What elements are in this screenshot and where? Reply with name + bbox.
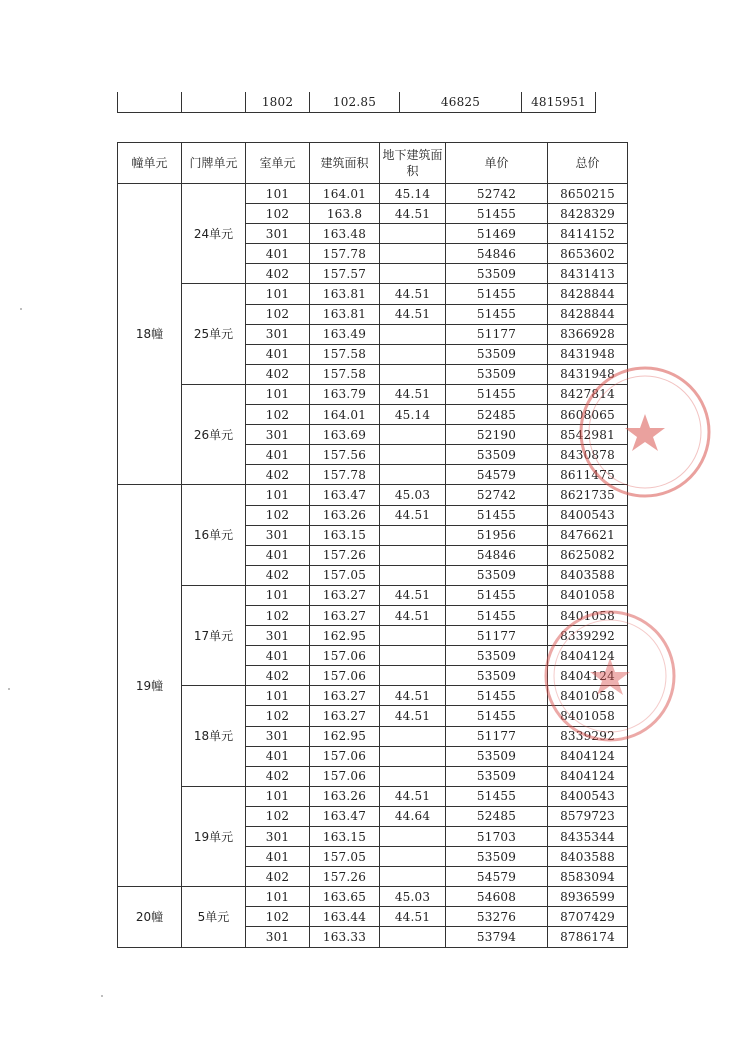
unit-price-cell: 51455 bbox=[446, 686, 548, 706]
area-cell: 157.05 bbox=[310, 847, 380, 867]
total-price-cell: 8401058 bbox=[548, 706, 628, 726]
total-price-cell: 4815951 bbox=[522, 92, 596, 113]
area-cell: 162.95 bbox=[310, 726, 380, 746]
unit-price-cell: 54846 bbox=[446, 244, 548, 264]
table-row bbox=[118, 92, 596, 113]
area-cell: 163.26 bbox=[310, 786, 380, 806]
unit-price-cell: 51455 bbox=[446, 706, 548, 726]
room-cell: 401 bbox=[246, 746, 310, 766]
unit-price-cell: 52742 bbox=[446, 485, 548, 505]
room-cell: 102 bbox=[246, 907, 310, 927]
area-cell: 157.57 bbox=[310, 264, 380, 284]
unit-price-cell: 51455 bbox=[446, 786, 548, 806]
total-price-cell: 8476621 bbox=[548, 525, 628, 545]
area-cell: 157.26 bbox=[310, 545, 380, 565]
total-price-cell: 8707429 bbox=[548, 907, 628, 927]
underground-area-cell bbox=[380, 324, 446, 344]
underground-area-cell bbox=[380, 364, 446, 384]
table-body bbox=[118, 184, 628, 948]
unit-price-cell: 51455 bbox=[446, 585, 548, 605]
unit-price-cell: 54846 bbox=[446, 545, 548, 565]
underground-area-cell: 44.51 bbox=[380, 786, 446, 806]
header-unit-price: 单价 bbox=[446, 143, 548, 184]
underground-area-cell bbox=[380, 545, 446, 565]
total-price-cell: 8427814 bbox=[548, 384, 628, 404]
unit-price-cell: 51177 bbox=[446, 626, 548, 646]
underground-area-cell: 44.64 bbox=[380, 806, 446, 826]
total-price-cell: 8404124 bbox=[548, 766, 628, 786]
area-cell: 157.06 bbox=[310, 646, 380, 666]
unit-price-cell: 53509 bbox=[446, 264, 548, 284]
room-cell: 1802 bbox=[246, 92, 310, 113]
total-price-cell: 8403588 bbox=[548, 565, 628, 585]
underground-area-cell: 44.51 bbox=[380, 304, 446, 324]
unit-price-cell: 53276 bbox=[446, 907, 548, 927]
room-cell: 402 bbox=[246, 766, 310, 786]
total-price-cell: 8339292 bbox=[548, 726, 628, 746]
underground-area-cell: 44.51 bbox=[380, 706, 446, 726]
area-cell: 163.8 bbox=[310, 204, 380, 224]
room-cell: 101 bbox=[246, 686, 310, 706]
unit-price-cell: 51455 bbox=[446, 304, 548, 324]
door-unit-cell: 16单元 bbox=[182, 485, 246, 585]
underground-area-cell: 44.51 bbox=[380, 284, 446, 304]
header-total-price: 总价 bbox=[548, 143, 628, 184]
room-cell: 301 bbox=[246, 324, 310, 344]
underground-area-cell bbox=[380, 847, 446, 867]
table-header-row bbox=[118, 143, 628, 184]
door-unit-cell: 26单元 bbox=[182, 384, 246, 484]
room-cell: 101 bbox=[246, 786, 310, 806]
door-unit-cell bbox=[182, 92, 246, 113]
unit-price-cell: 51956 bbox=[446, 525, 548, 545]
building-cell: 18幢 bbox=[118, 184, 182, 485]
room-cell: 402 bbox=[246, 465, 310, 485]
area-cell: 163.79 bbox=[310, 384, 380, 404]
header-underground-area: 地下建筑面积 bbox=[380, 143, 446, 184]
room-cell: 301 bbox=[246, 224, 310, 244]
header-room: 室单元 bbox=[246, 143, 310, 184]
price-table bbox=[117, 142, 628, 948]
room-cell: 301 bbox=[246, 726, 310, 746]
area-cell: 157.05 bbox=[310, 565, 380, 585]
room-cell: 301 bbox=[246, 425, 310, 445]
unit-price-cell: 52485 bbox=[446, 806, 548, 826]
underground-area-cell bbox=[380, 766, 446, 786]
door-unit-cell: 25单元 bbox=[182, 284, 246, 384]
area-cell: 163.33 bbox=[310, 927, 380, 947]
room-cell: 402 bbox=[246, 565, 310, 585]
total-price-cell: 8403588 bbox=[548, 847, 628, 867]
unit-price-cell: 51177 bbox=[446, 324, 548, 344]
room-cell: 301 bbox=[246, 927, 310, 947]
room-cell: 402 bbox=[246, 867, 310, 887]
total-price-cell: 8404124 bbox=[548, 666, 628, 686]
unit-price-cell: 53794 bbox=[446, 927, 548, 947]
area-cell: 164.01 bbox=[310, 405, 380, 425]
total-price-cell: 8579723 bbox=[548, 806, 628, 826]
previous-page-table-tail bbox=[117, 92, 596, 113]
underground-area-cell bbox=[380, 726, 446, 746]
area-cell: 157.78 bbox=[310, 465, 380, 485]
area-cell: 157.58 bbox=[310, 364, 380, 384]
total-price-cell: 8431948 bbox=[548, 364, 628, 384]
table-row bbox=[118, 887, 628, 907]
unit-price-cell: 51455 bbox=[446, 505, 548, 525]
total-price-cell: 8401058 bbox=[548, 585, 628, 605]
scan-speck bbox=[8, 688, 10, 690]
room-cell: 401 bbox=[246, 847, 310, 867]
area-cell: 163.44 bbox=[310, 907, 380, 927]
unit-price-cell: 53509 bbox=[446, 445, 548, 465]
unit-price-cell: 54608 bbox=[446, 887, 548, 907]
table-row bbox=[118, 284, 628, 304]
unit-price-cell: 51177 bbox=[446, 726, 548, 746]
unit-price-cell: 53509 bbox=[446, 666, 548, 686]
area-cell: 163.65 bbox=[310, 887, 380, 907]
underground-area-cell: 45.14 bbox=[380, 405, 446, 425]
underground-area-cell: 44.51 bbox=[380, 204, 446, 224]
room-cell: 301 bbox=[246, 827, 310, 847]
underground-area-cell bbox=[380, 827, 446, 847]
total-price-cell: 8431413 bbox=[548, 264, 628, 284]
area-cell: 163.47 bbox=[310, 485, 380, 505]
area-cell: 157.26 bbox=[310, 867, 380, 887]
total-price-cell: 8608065 bbox=[548, 405, 628, 425]
underground-area-cell bbox=[380, 525, 446, 545]
underground-area-cell: 44.51 bbox=[380, 384, 446, 404]
total-price-cell: 8414152 bbox=[548, 224, 628, 244]
area-cell: 157.06 bbox=[310, 766, 380, 786]
area-cell: 163.81 bbox=[310, 284, 380, 304]
room-cell: 101 bbox=[246, 887, 310, 907]
total-price-cell: 8936599 bbox=[548, 887, 628, 907]
scan-speck bbox=[20, 308, 22, 310]
door-unit-cell: 18单元 bbox=[182, 686, 246, 786]
room-cell: 401 bbox=[246, 244, 310, 264]
room-cell: 401 bbox=[246, 344, 310, 364]
underground-area-cell: 45.03 bbox=[380, 887, 446, 907]
area-cell: 162.95 bbox=[310, 626, 380, 646]
unit-price-cell: 51455 bbox=[446, 384, 548, 404]
total-price-cell: 8401058 bbox=[548, 686, 628, 706]
unit-price-cell: 52190 bbox=[446, 425, 548, 445]
underground-area-cell: 45.03 bbox=[380, 485, 446, 505]
area-cell: 157.78 bbox=[310, 244, 380, 264]
unit-price-cell: 51455 bbox=[446, 605, 548, 625]
area-cell: 164.01 bbox=[310, 184, 380, 204]
table-row bbox=[118, 686, 628, 706]
area-cell: 163.15 bbox=[310, 525, 380, 545]
total-price-cell: 8428329 bbox=[548, 204, 628, 224]
scan-speck bbox=[101, 995, 103, 997]
area-cell: 163.49 bbox=[310, 324, 380, 344]
total-price-cell: 8583094 bbox=[548, 867, 628, 887]
total-price-cell: 8401058 bbox=[548, 605, 628, 625]
underground-area-cell bbox=[380, 465, 446, 485]
underground-area-cell bbox=[380, 224, 446, 244]
unit-price-cell: 52742 bbox=[446, 184, 548, 204]
total-price-cell: 8650215 bbox=[548, 184, 628, 204]
room-cell: 301 bbox=[246, 525, 310, 545]
room-cell: 101 bbox=[246, 485, 310, 505]
room-cell: 102 bbox=[246, 505, 310, 525]
room-cell: 102 bbox=[246, 605, 310, 625]
door-unit-cell: 17单元 bbox=[182, 585, 246, 685]
total-price-cell: 8404124 bbox=[548, 746, 628, 766]
table-row bbox=[118, 786, 628, 806]
room-cell: 101 bbox=[246, 284, 310, 304]
area-cell: 102.85 bbox=[310, 92, 400, 113]
area-cell: 163.27 bbox=[310, 585, 380, 605]
total-price-cell: 8400543 bbox=[548, 786, 628, 806]
underground-area-cell bbox=[380, 565, 446, 585]
underground-area-cell: 44.51 bbox=[380, 585, 446, 605]
unit-price-cell: 53509 bbox=[446, 847, 548, 867]
building-cell bbox=[118, 92, 182, 113]
area-cell: 157.58 bbox=[310, 344, 380, 364]
total-price-cell: 8542981 bbox=[548, 425, 628, 445]
area-cell: 163.27 bbox=[310, 706, 380, 726]
area-cell: 157.06 bbox=[310, 746, 380, 766]
room-cell: 102 bbox=[246, 706, 310, 726]
underground-area-cell bbox=[380, 445, 446, 465]
area-cell: 163.47 bbox=[310, 806, 380, 826]
total-price-cell: 8621735 bbox=[548, 485, 628, 505]
underground-area-cell bbox=[380, 626, 446, 646]
unit-price-cell: 51703 bbox=[446, 827, 548, 847]
underground-area-cell bbox=[380, 264, 446, 284]
area-cell: 163.15 bbox=[310, 827, 380, 847]
area-cell: 163.27 bbox=[310, 686, 380, 706]
unit-price-cell: 53509 bbox=[446, 766, 548, 786]
total-price-cell: 8366928 bbox=[548, 324, 628, 344]
underground-area-cell: 44.51 bbox=[380, 505, 446, 525]
room-cell: 401 bbox=[246, 646, 310, 666]
unit-price-cell: 53509 bbox=[446, 565, 548, 585]
room-cell: 102 bbox=[246, 204, 310, 224]
room-cell: 301 bbox=[246, 626, 310, 646]
room-cell: 101 bbox=[246, 384, 310, 404]
underground-area-cell bbox=[380, 425, 446, 445]
building-cell: 19幢 bbox=[118, 485, 182, 887]
total-price-cell: 8625082 bbox=[548, 545, 628, 565]
underground-area-cell bbox=[380, 646, 446, 666]
room-cell: 402 bbox=[246, 364, 310, 384]
underground-area-cell: 44.51 bbox=[380, 907, 446, 927]
unit-price-cell: 53509 bbox=[446, 344, 548, 364]
unit-price-cell: 51455 bbox=[446, 204, 548, 224]
underground-area-cell: 44.51 bbox=[380, 686, 446, 706]
room-cell: 401 bbox=[246, 445, 310, 465]
table-row bbox=[118, 485, 628, 505]
underground-area-cell bbox=[380, 746, 446, 766]
room-cell: 402 bbox=[246, 666, 310, 686]
unit-price-cell: 53509 bbox=[446, 646, 548, 666]
room-cell: 401 bbox=[246, 545, 310, 565]
area-cell: 163.81 bbox=[310, 304, 380, 324]
underground-area-cell bbox=[380, 927, 446, 947]
room-cell: 101 bbox=[246, 585, 310, 605]
total-price-cell: 8428844 bbox=[548, 284, 628, 304]
total-price-cell: 8786174 bbox=[548, 927, 628, 947]
unit-price-cell: 54579 bbox=[446, 465, 548, 485]
total-price-cell: 8653602 bbox=[548, 244, 628, 264]
room-cell: 101 bbox=[246, 184, 310, 204]
area-cell: 163.27 bbox=[310, 605, 380, 625]
header-building: 幢单元 bbox=[118, 143, 182, 184]
underground-area-cell: 45.14 bbox=[380, 184, 446, 204]
door-unit-cell: 19单元 bbox=[182, 786, 246, 886]
underground-area-cell bbox=[380, 244, 446, 264]
area-cell: 163.26 bbox=[310, 505, 380, 525]
table-row bbox=[118, 384, 628, 404]
total-price-cell: 8428844 bbox=[548, 304, 628, 324]
unit-price-cell: 53509 bbox=[446, 746, 548, 766]
total-price-cell: 8430878 bbox=[548, 445, 628, 465]
room-cell: 102 bbox=[246, 405, 310, 425]
total-price-cell: 8404124 bbox=[548, 646, 628, 666]
total-price-cell: 8431948 bbox=[548, 344, 628, 364]
area-cell: 163.69 bbox=[310, 425, 380, 445]
room-cell: 102 bbox=[246, 806, 310, 826]
unit-price-cell: 51455 bbox=[446, 284, 548, 304]
unit-price-cell: 51469 bbox=[446, 224, 548, 244]
unit-price-cell: 46825 bbox=[400, 92, 522, 113]
table-row bbox=[118, 585, 628, 605]
room-cell: 102 bbox=[246, 304, 310, 324]
unit-price-cell: 52485 bbox=[446, 405, 548, 425]
total-price-cell: 8400543 bbox=[548, 505, 628, 525]
unit-price-cell: 53509 bbox=[446, 364, 548, 384]
total-price-cell: 8435344 bbox=[548, 827, 628, 847]
area-cell: 157.56 bbox=[310, 445, 380, 465]
underground-area-cell bbox=[380, 344, 446, 364]
door-unit-cell: 5单元 bbox=[182, 887, 246, 947]
building-cell: 20幢 bbox=[118, 887, 182, 947]
underground-area-cell: 44.51 bbox=[380, 605, 446, 625]
total-price-cell: 8611475 bbox=[548, 465, 628, 485]
total-price-cell: 8339292 bbox=[548, 626, 628, 646]
door-unit-cell: 24单元 bbox=[182, 184, 246, 284]
unit-price-cell: 54579 bbox=[446, 867, 548, 887]
header-door-unit: 门牌单元 bbox=[182, 143, 246, 184]
header-area: 建筑面积 bbox=[310, 143, 380, 184]
table-row bbox=[118, 184, 628, 204]
room-cell: 402 bbox=[246, 264, 310, 284]
underground-area-cell bbox=[380, 666, 446, 686]
area-cell: 163.48 bbox=[310, 224, 380, 244]
area-cell: 157.06 bbox=[310, 666, 380, 686]
underground-area-cell bbox=[380, 867, 446, 887]
